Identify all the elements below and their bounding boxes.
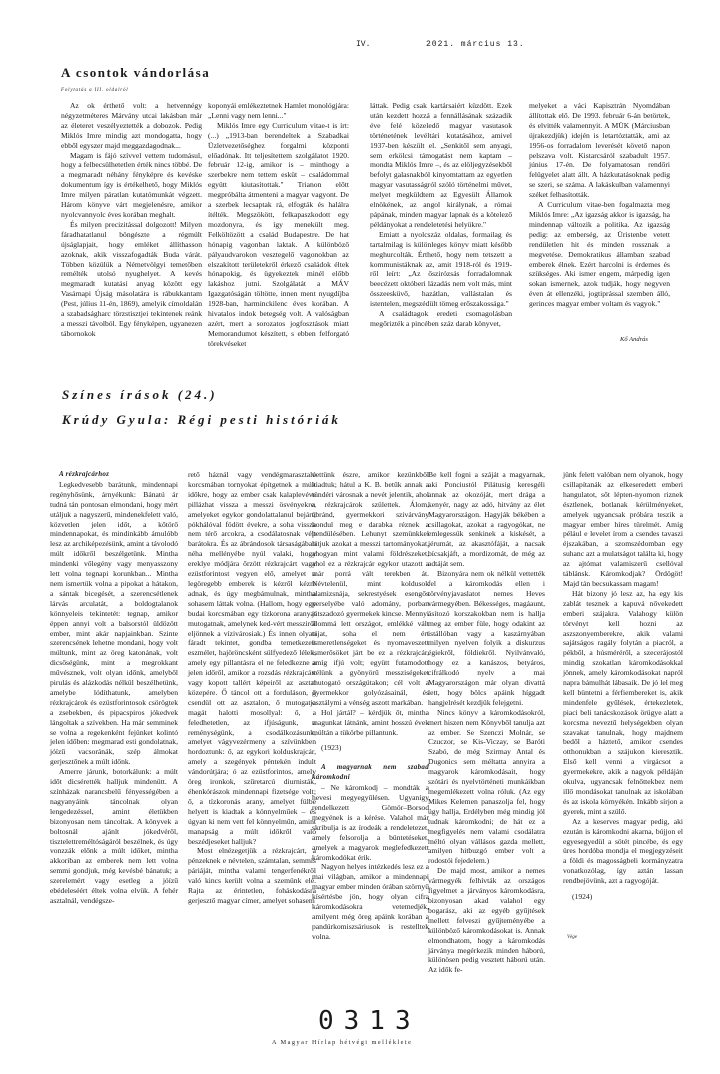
paragraph: Az a keserves magyar pedig, aki ezután is káromkodni akarna, bújjon el egyesegyedül a sötét pincébe, és egy üres hordóba mondja el megjegyzéseit a földi és magosságbeli kormányzatra vonatkozólag, így aztán lassan rendbejövünk, azt a ragyogóját.: [563, 816, 683, 886]
header-date: 2021. március 13.: [426, 40, 525, 49]
paragraph: Hát bizony jó lesz az, ha egy kis zablát tesznek a kapuvá nővekedett emberi szájakra. Valahogy külön törvényt kell hozni az aszszonyemberekre, akik valami sajátságos ragály folytán a piacról, a pékből, a húsméréről, a szecerájostól mindig szokatlan káromkodásokkal jönnek, amely káromkodásokat napról napra bámulhát lábasaik. De jó lel meg kell büntetni a férfiembereket is, akik mindenfele gyűlések, értekezletek, piaci beli tanácskozások örügye alatt a korcsma neveztű helységekben olyan szavakat tanulnak, hogy majdnem bedől a háztető, amikor csendes otthonukban a szájukon kieresztik. Első kell venni a virgácsot a gyermekekre, akik a nagyok példáján okulva, ugyancsak felnőttekbez nem illő mondásokat tanulnak az iskolában és az iskola környékén. Inkább sírjon a gyerek, mint a szülő.: [563, 588, 683, 816]
paragraph: Legkedvesebb barátunk, mindennapi regényhősünk, árnyékunk: Bánatú ár tudná tán pontosan elmondani, hogy mért utáljuk a nagyszerű, mindenekfelett való, közvetlen jelen időt, a kőtörő mindennapokat, és mindinkább ámulóbb lesz az archiképezésünk, amint a távolodó múlt időkről beszélgetünk. Mintha mindenki vőlegény vagy menyasszony lett volna tegnapi korunkban... Mintha nem ismertük volna a pipokat a hátakon, a sántak bicegését, a szerencsétlenek lárvás arculatát, a boldogtalanok könnyeleis tekintetét: tegnap, amikor éppen annyi volt a balsorstól üldözött ember, mint akár napjainkban. Szinte szerencsének lehetne mondani, hogy volt múltunk, mint az öreg katonának, volt dicsőségünk, mint a megrokkant művésznek, volt olyan időnk, amelyből pirulás és alázkodás nélkül beszélhetünk, amelybe lódíthatunk, amelyben rézkrajcárok és ezüstforintosok csörögtek a zsebekben, és pipacspiros jókedvek lángoltak a szívekben. Ha már semminek se volna a regekenként fejünket kolintó jelen időben: megmarad esti gondolatnak, jóízű vacsoránák, szép álmokat gerjesztőnek a múlt időnk.: [50, 479, 178, 767]
paragraph: Nincs könyv a káromkodásokról, mert hiszen nem Könyvből tanulja azt az ember. Se Szenczi Molnár, se Czuczor, se Kis-Viczay, se Baróti Szabó, de még Szirmay Antal és Dugonics sem méltatta annyira a magyarok káromkodásait, hogy szótári és nyelvtörténeti munkáikban megemlékezett volna róluk. (Az egy Mikes Kelemen panaszolja fel, hogy úgy hallja, Erdélyben még mindig jól tudnak káromkodni; de hát ez a megfigyelés nem valami csodálatra méltó olyan vállásos gazda mellett, amilyen hitbuzgó ember volt a rodostói fejedelem.): [428, 707, 545, 866]
paragraph: rető háznál vagy vendégmarasztaló korcsmában tornyokat építgetnek a múlt időkre, hogy az ember csak kalaplevéve pillázhat vissza a messzi ösvényekre, amelyeket egykor gondolattalanul bejárt; pókhálóval födött évekre, a soha vissza nem térő arcokra, a csodálatosnak vélt barátokra. És az ábrándosok társaságában néha mellényébe nyúl valaki, hogy ereklye módjára őrzött rézkrajcárt vagy ezüstforintost vegyen elő, amelyet a legöregebb emberek is kézről kézre adnak, és úgy megbámulnak, mintha sohasem láttak volna. (Hallom, hogy egy budai korcsmában egy tízkorona aranyat mutogatnak, amelynek ked-vért messziről eljönnek a vízivárosiak.) És innen olyan fáradt tekintet, gondba temetkezett eszmélet, hajöröncsként sülfyedező lélek, amely egy pillantásra el ne feledkezne a jelen időről, amikor a rozsdás rézkrajcárt vagy kopott tallért képeiről az asztal közepére. Ő táncol ott a forduláson, ő csendül ott az asztalon, ő mutogatja magát halotti mosollyal: ő, a feledhetetlen, az ifjúságunk, a reménységünk, a csodálkozásunk, amelyet vágyvezérmeny a szívünkben hordoztunk: ő, az egykori kolduskrajcár, amely a szegények péntekén indult vándorútjára; ó az ezüstforintos, amely öreg ironkok, szűretarcú diurnisták, éhenkórászok mindennapi fizetsége volt; ő, a tízkoronás arany, amelyet fülbe helyett is kiadtak a könnyelműek – és úgyan ki nem vett fel könnyelműn, amint manapság a múlt időkről való beszédjeseket halljuk?: [188, 470, 316, 846]
year-note: (1924): [572, 892, 593, 902]
section-subhead: A rézkrajcárhoz: [59, 470, 110, 478]
paragraph: vettünk észre, amikor kezünkből kiadtuk; hátul a K. B. betűk annak a tündéri városnak a nevét jelentik, ahol a rézkrajcárok születtek. Álom, ábránd, gyermekkori szivárvány kondul meg e darabka réznek a pendülésében. Lehunyt szemünkkel látjuk azokat a messzi tartományokat, ahogyan mint valami földrészeket, ahol ez a rézkrajcár egykor utazott a már porrá vált terekben át. Névtelenül, mint koldusok alamizsnája, sekrestyések esengős perselyébe való adomány, porban játszadozó gyermekek kincse. Mennyi álommá lett országot, emlékké vált tájat, soha el nem ért ismeretlenségeket és nyomaveszett ismerősöket járt be ez a rézkrajcár, amíg ifjú volt; együtt futamodott vélünk a gyönyörű messziségeket mutogató országútakon; cél volt a gyermekkor golyózásainál, és osztálymi a vénség aszott markában.: [312, 470, 429, 707]
paragraph: De majd most, amikor a nemes vármegyék felhívták az országos figyelmet a járványos káromkodásra, bizonyosan akad valahol egy bogarász, aki az egyéb gyűjtések mellett felveszi gyűjteményébe a különböző káromkodásokat is. Annak elmondhatom, hogy a káromkodás járványa megérkezik minden háború, különösen pedig vesztett háború után. Az idők fe-: [428, 866, 545, 975]
paragraph: – Ne káromkodj – mondták a hevesi megyegyűlésen. Ugyanígy rendelkezett Gömör–Borsod megyének is a kérése. Valahol már skribulja is az írodeák a rendeletezet, amely felsorolja a büntetéseket, amelyek a magyarok meglefedkezett káromkodókat érik.: [312, 783, 429, 862]
paragraph: Most elnézegetjük a rézkrajcárt, a pénzeknek e névtelen, számtalan, semmis páriáját, mintha valami tengerfenékről való kincs került volna a szemünk elé. Rajta az érintetlen, foháskodásra gerjesztő magyar címer, amelyet sohasem: [188, 846, 316, 905]
series-title: Színes írások (24.): [62, 387, 218, 402]
story-column-1: [50, 470, 178, 906]
paragraph: Magam is fájó szívvel vettem tudomásul, hogy a felbecsülhetetlen érték nincs többé. De a megmaradt néhány fényképre és kevéske dokumentum így is értékelhető, hogy Miklós Imre milyen páratlan kutatómunkát végzett. Három könyve várt megjelenésre, amikor nyolcvannyolc éves korában meghalt.: [61, 150, 202, 219]
paragraph: Be kell fogni a száját a magyarnak, aki Ponciustól Pilátusig keresgéli annak az okozóját, mert drága a kenyér, nagy az adó, hitvány az élet Magyarországon. Hagyják békében a csillagokat, azokat a ragyogókat, ne emlegessük senkinek a kiskését, a jérumát, az akasztófáját, a nacsak bícsakjáft, a mordizomát, de még az adtáját sem.: [428, 470, 545, 569]
article-column-1: [61, 101, 202, 339]
paragraph: Hol jártál? – kérdjük őt, mintha magunkat látnánk, amint hosszú évek múltán a tükörbe pillantunk.: [312, 707, 429, 737]
paragraph: Amerre járunk, botorkálunk: a múlt időt dicsérették halljuk mindenütt. A színházak narancsbelű fényességében a nagyanyáink táncolnak olyan lengedezéssel, amint életükben bizonyosan nem táncoltak. A könyvek a boltosnál ajánlt jókedvéről, tisztelettreméltóságáról beszélnek, és úgy vonzzák előnk a múlt időket, mintha akkoriban az emberek nem lett volna semmi gondjuk, még kevésbé bánatuk; a szerelemért vagy esetleg a jóízű ebédeleséért éltek volna elvük. A fehér asztalnál, vendégsze-: [50, 767, 178, 905]
paragraph: Miklós Imre egy Curriculum vitae-t is írt: (...) „1913-ban berendeltek a Szabadkai Üzletvezetőséghez forgalmi központi előadónak. Itt teljesítettem szolgálatot 1920. február 12-ig, amikor is – minthogy a szerbekre nem tettem esküt – családommal együtt kiutasítottak." Trianon előtt megpróbálta átmenteni a magyar vagyont. De a szerbek lecsaptak rá, elfogták és halálra ítélték. Megszökött, felkapaszkodott egy mozdonyra, és így menekült meg. Felköltözött a család Budapestre. De hat hónapig vagonban laktak. A különböző pályaudvarokon vesztegelő vagonokban az elszakított területekről érkező családok éltek hónapokig, és ügyekeztek minél előbb lakáshoz jutni. Szolgálatát a MÁV Igazgatóságán töltötte, innen ment nyugdíjba 1928-ban, harminckilenc éves korában. A hivatalos indok betegség volt. A valóságban azért, mert a sorozatos jogfosztások miatt Memorandumot készített, s ebben felforgató törekvéseket: [208, 120, 349, 348]
year-note: (1923): [321, 743, 342, 753]
paragraph: Az ok érthető volt: a hetvennégy négyzetméteres Márvány utcai lakásban már az életeret veszélyeztették a dobozok. Pedig Miklós Imre mindig azt mondogatta, hogy ebből egyszer majd meggazdagodnak...: [61, 101, 202, 150]
paragraph: Nagyon helyes intézkedés lesz ez a mai világban, amikor a mindennapi magyar ember minden órában szörnyű kísértésbe jön, hogy olyan cifra káromkodásokra vetemedjék, amilyent még öreg apáink korában a pandúrkomiszsáriusok is restelltek volna.: [312, 862, 429, 941]
story-column-2: [188, 470, 316, 906]
article-column-2: [208, 101, 349, 349]
end-mark: Vége: [567, 935, 577, 940]
story-column-3: [312, 470, 429, 942]
section-subhead: A magyarnak nem szabad káromkodni: [312, 763, 429, 782]
paragraph: jünk felett valóban nem olyanok, hogy csillapítanák az elkeseredett emberi hangulatot, sőt lépten-nyomon riznek észtlenek, botlanak kérülményeket, amelyek ugyancsak próbára teszik a magyar ember híres türelmét. Amíg pélául e levelet írom a csendes tavaszi éjszakában, a szomszédomban egy suhanc azt a mulatságot találta ki, hogy az ajtómat valamiszerű csellóval táblánsk. Káromkodjak? Ördögöt! Majd tán becsukassam magam!: [563, 470, 683, 588]
paragraph: láttak. Pedig csak kartársaiért küzdött. Ezek után kezdett hozzá a fennállásának századik éve felé közeledő magyar vasutasok történetének levéltári kutatásához, amivel 1937-ben készült el. „Senkitől sem anyagi, sem erkölcsi támogatást nem kaptam – mondta Miklós Imre –, és az elöljegyzésekből befolyt galasnakból kinyomtattam az egyetlen magyar vasutasságról szóló történelmi művet, melyet megküldtem az Egyesült Államok elnökének, az angol királynak, a római pápának, minden magyar lapnak és a kötelező példányokat a rendeletetési helyükre.": [370, 101, 512, 229]
paragraph: A családtagok eredeti csomagolásban megőrizték a pincében száz darab könyvet,: [370, 309, 512, 328]
paragraph: A Curriculum vitae-ben fogalmazta meg Miklós Imre: „Az igazság akkor is igazság, ha mindennap változik a politika. Az igazság pedig: az emberség, az Üristenbe vetett rendületlen hit és minden rossznak a megvetése. Demokratikus államban szabad emberek élnek. Ezért harcolni is érdemes és szükséges. Aki ismer engem, márpedig igen sokan ismernek, azok tudják, hogy negyven éven át ellenzéki, jogtiprással szemben álló, gerinces magyar ember voltam és vagyok.": [529, 200, 670, 309]
story-column-5: [563, 470, 683, 902]
continuation-note: Folytatás a III. oldalról: [61, 88, 129, 93]
paragraph: Emiatt a nyolcszáz oldalas, formailag és tartalmilag is különleges könyv miatt később meghurcolták. Érthető, hogy nem tetszett a kommunistáknak az, amit 1918-ról és 1919-ről leírt: „Az őszirózsás forradalomnak beecézett októberi lázadás nem volt más, mint összeesküvő, hazátlan, vallástalan és istentelen, megszédült tömeg erőszakossága.": [370, 229, 512, 309]
author-signature: Kő András: [620, 336, 648, 343]
footer-text: A Magyar Hírlap hétvégi melléklete: [272, 1039, 413, 1046]
article-column-4: [529, 101, 670, 309]
paragraph: melyeket a váci Kapisztrán Nyomdában állítottak elő. De 1993. február 6-án betörtek, és elvitték valamennyit. A MÜK (Márciusban újrakezdjük) idején is letartóztatták, ami az 1956-os forradalom leverését követő napon pelszava volt. Kistarcsáról szabadult 1957. június 17-én. De folyamatosan rendőri felügyelet alatt állt. A házkutatásoknak pedig se szeri, se száma. A lakáskulban valamennyi széket felhasították.: [529, 101, 670, 200]
story-column-4: [428, 470, 545, 975]
article-column-3: [370, 101, 512, 329]
page-number: 0313: [318, 1006, 421, 1036]
header-page-number: IV.: [356, 40, 371, 49]
paragraph: Bizonyára nem ok nélkül vettették fel a káromkodás ellen i törvényjavaslatot nemes Heves vármegyében. Békességes, magáaunt, ásítozó korszakokban nem is hallja meg az ember füle, hogy odakint az istállóban vagy a kaszárnyában milyen nyelven folyik a diskurzus égiekről, földiekről. Nyilvánvaló, hogy ez a kanászos, betyáros, cifrálkodó nyelv a mai Magyarországon már olyan divattá lett, hogy bölcs apáink híggadt hangjelrését kezdjük felejgetni.: [428, 569, 545, 707]
article-title: Krúdy Gyula: Régi pesti históriák: [62, 412, 341, 427]
paragraph: koponyái emlékeztetnek Hamlet monológjára: „Lenni vagy nem lenni...": [208, 101, 349, 120]
paragraph: És milyen precizitással dolgozott! Milyen fáradhatatlanul böngészte a régmúlt újságlapjait, hogy emléket állíthasson azoknak, akik visszafogadták Buda várát. Többen közülük a Németvölgyi temetőben remélték utolsó nyughelyet. A kevés megmaradt kutatási anyag között egy Vasárnapi Újság másolatára is rábukkantam (Pest, július 11-én, 1869), amelyik címoldalán a szabadságharc törzstisztjei tekintenek reánk a messzi távolból. Egy fényképen, ugyanezen tábornokok: [61, 219, 202, 338]
article-title: A csontok vándorlása: [61, 65, 211, 80]
